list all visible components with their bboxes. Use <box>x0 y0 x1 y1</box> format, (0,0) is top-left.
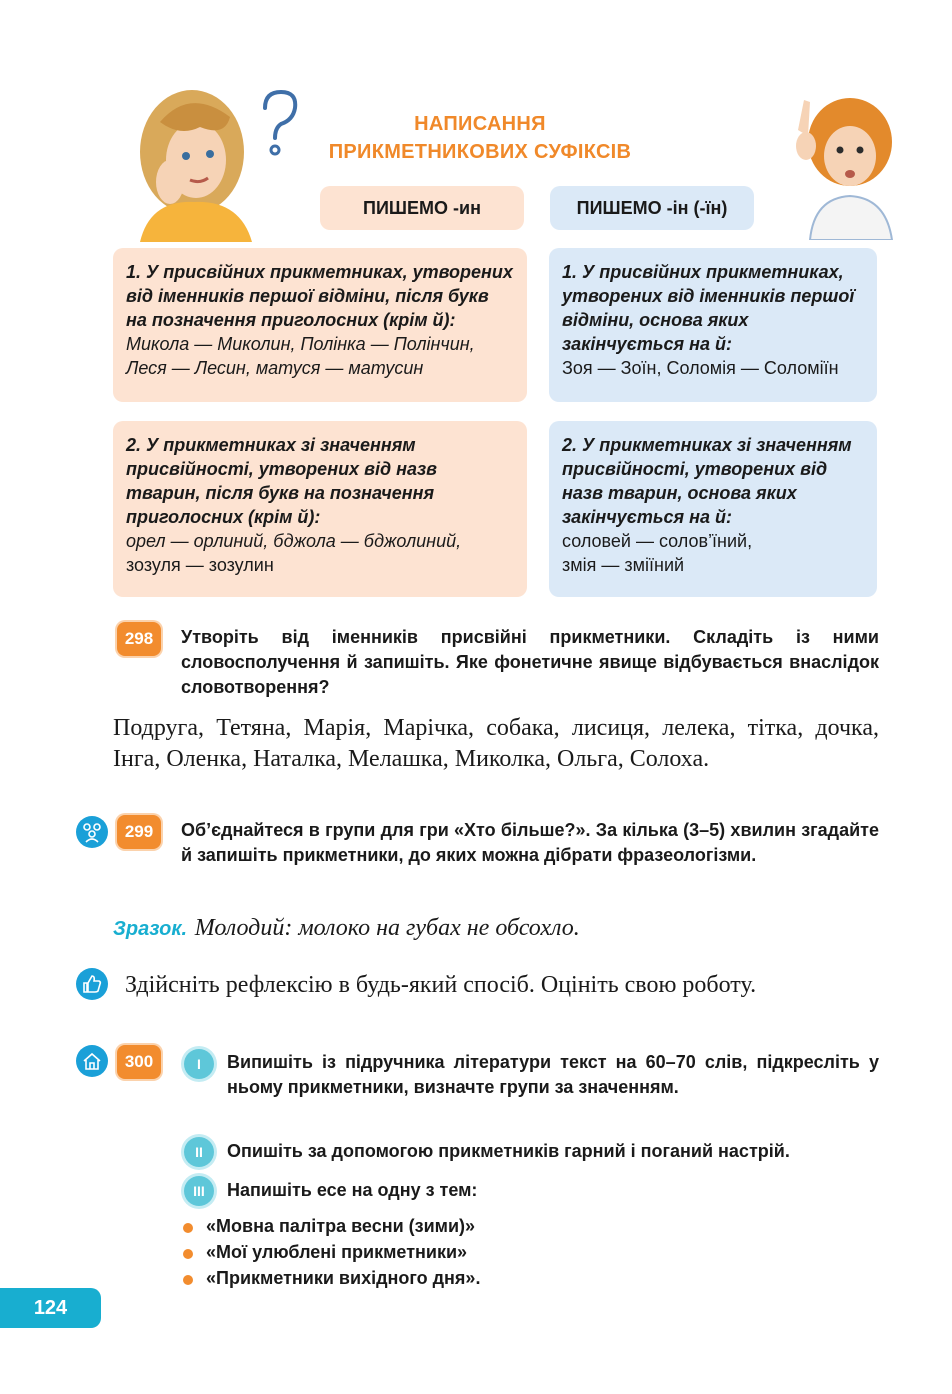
sample-text: : молоко на губах не обсохло. <box>284 915 580 941</box>
essay-topic: «Мої улюблені прикметники» <box>206 1242 468 1262</box>
rule-card-left-2 <box>113 421 527 597</box>
exercise-298-words: Подруга, Тетяна, Марія, Марічка, собака, лисиця, лелека, тітка, дочка, Інга, Оленка, Наталка, Мелашка, Миколка, Ольга, Солоха. <box>113 715 879 772</box>
title-line-2: ПРИКМЕТНИКОВИХ СУФІКСІВ <box>328 141 632 163</box>
page-title <box>300 110 660 166</box>
example-line: зозуля — зозулин <box>126 555 274 575</box>
example-line: Зоя — Зоїн, Соломія — Соломіїн <box>562 358 839 378</box>
example-line: орел — орлиний, бджола — бджолиний, <box>126 531 462 551</box>
essay-topic: «Прикметники вихідного дня». <box>206 1268 481 1288</box>
thumbs-up-icon <box>76 968 108 1000</box>
example-line: змія — зміїний <box>562 555 685 575</box>
group-work-icon <box>76 816 108 848</box>
rule-text: 1. У присвійних прикметниках, утворених від іменників першої відміни, основа яких закінчується на й: <box>562 262 855 354</box>
level-mark-2: II <box>184 1137 214 1167</box>
column-header-in-yin: ПИШЕМО -ін (-їн) <box>550 186 754 230</box>
bullet-icon <box>183 1275 193 1285</box>
reflection-task: Здійсніть рефлексію в будь-який спосіб. Оцініть свою роботу. <box>125 972 757 998</box>
bullet-icon <box>183 1249 193 1259</box>
question-mark-icon <box>255 88 303 158</box>
exercise-299-task: Об’єднайтеся в групи для гри «Хто більше?». За кілька (3–5) хвилин згадайте й запишіть прикметники, до яких можна дібрати фразеологізми. <box>181 820 879 865</box>
page-number: 124 <box>0 1288 101 1328</box>
title-line-1: НАПИСАННЯ <box>414 113 546 135</box>
rule-text: 2. У прикметниках зі значенням присвійності, утворених від назв тварин, основа яких закінчується на й: <box>562 435 852 527</box>
bullet-icon <box>183 1223 193 1233</box>
level-3-task: Напишіть есе на одну з тем: <box>227 1180 478 1200</box>
example-line: Леся — Лесин, матуся — матусин <box>126 358 424 378</box>
column-header-in: ПИШЕМО -ин <box>320 186 524 230</box>
example-line: Микола — Миколин, Полінка — Полінчин, <box>126 334 475 354</box>
rule-text: 1. У присвійних прикметниках, утворених від іменників першої відміни, після букв на позначення приголосних (крім й): <box>126 262 513 330</box>
level-2-task: Опишіть за допомогою прикметників гарний і поганий настрій. <box>227 1141 790 1161</box>
exercise-number-300: 300 <box>117 1045 161 1079</box>
sample-word: Молодий <box>194 915 285 941</box>
boy-pointing-illustration <box>780 90 910 240</box>
level-mark-3: III <box>184 1176 214 1206</box>
home-icon <box>76 1045 108 1077</box>
essay-topic: «Мовна палітра весни (зими)» <box>206 1216 476 1236</box>
rule-card-left-1 <box>113 248 527 402</box>
example-line: соловей — солов’їний, <box>562 531 753 551</box>
exercise-number-299: 299 <box>117 815 161 849</box>
exercise-299-sample <box>113 912 879 945</box>
rule-card-right-1 <box>549 248 877 402</box>
rule-card-right-2 <box>549 421 877 597</box>
rule-text: 2. У прикметниках зі значенням присвійності, утворених від назв тварин, після букв на позначення приголосних (крім й): <box>126 435 438 527</box>
sample-label: Зразок. <box>113 918 188 940</box>
level-mark-1: I <box>184 1049 214 1079</box>
exercise-298-task: Утворіть від іменників присвійні прикметники. Складіть із ними словосполучення й запишіть. Яке фонетичне явище відбувається внаслідок словотворення? <box>181 627 879 697</box>
level-1-task: Випишіть із підручника літератури текст на 60–70 слів, підкресліть у ньому прикметники, визначте групи за значенням. <box>227 1052 879 1097</box>
exercise-number-298: 298 <box>117 622 161 656</box>
